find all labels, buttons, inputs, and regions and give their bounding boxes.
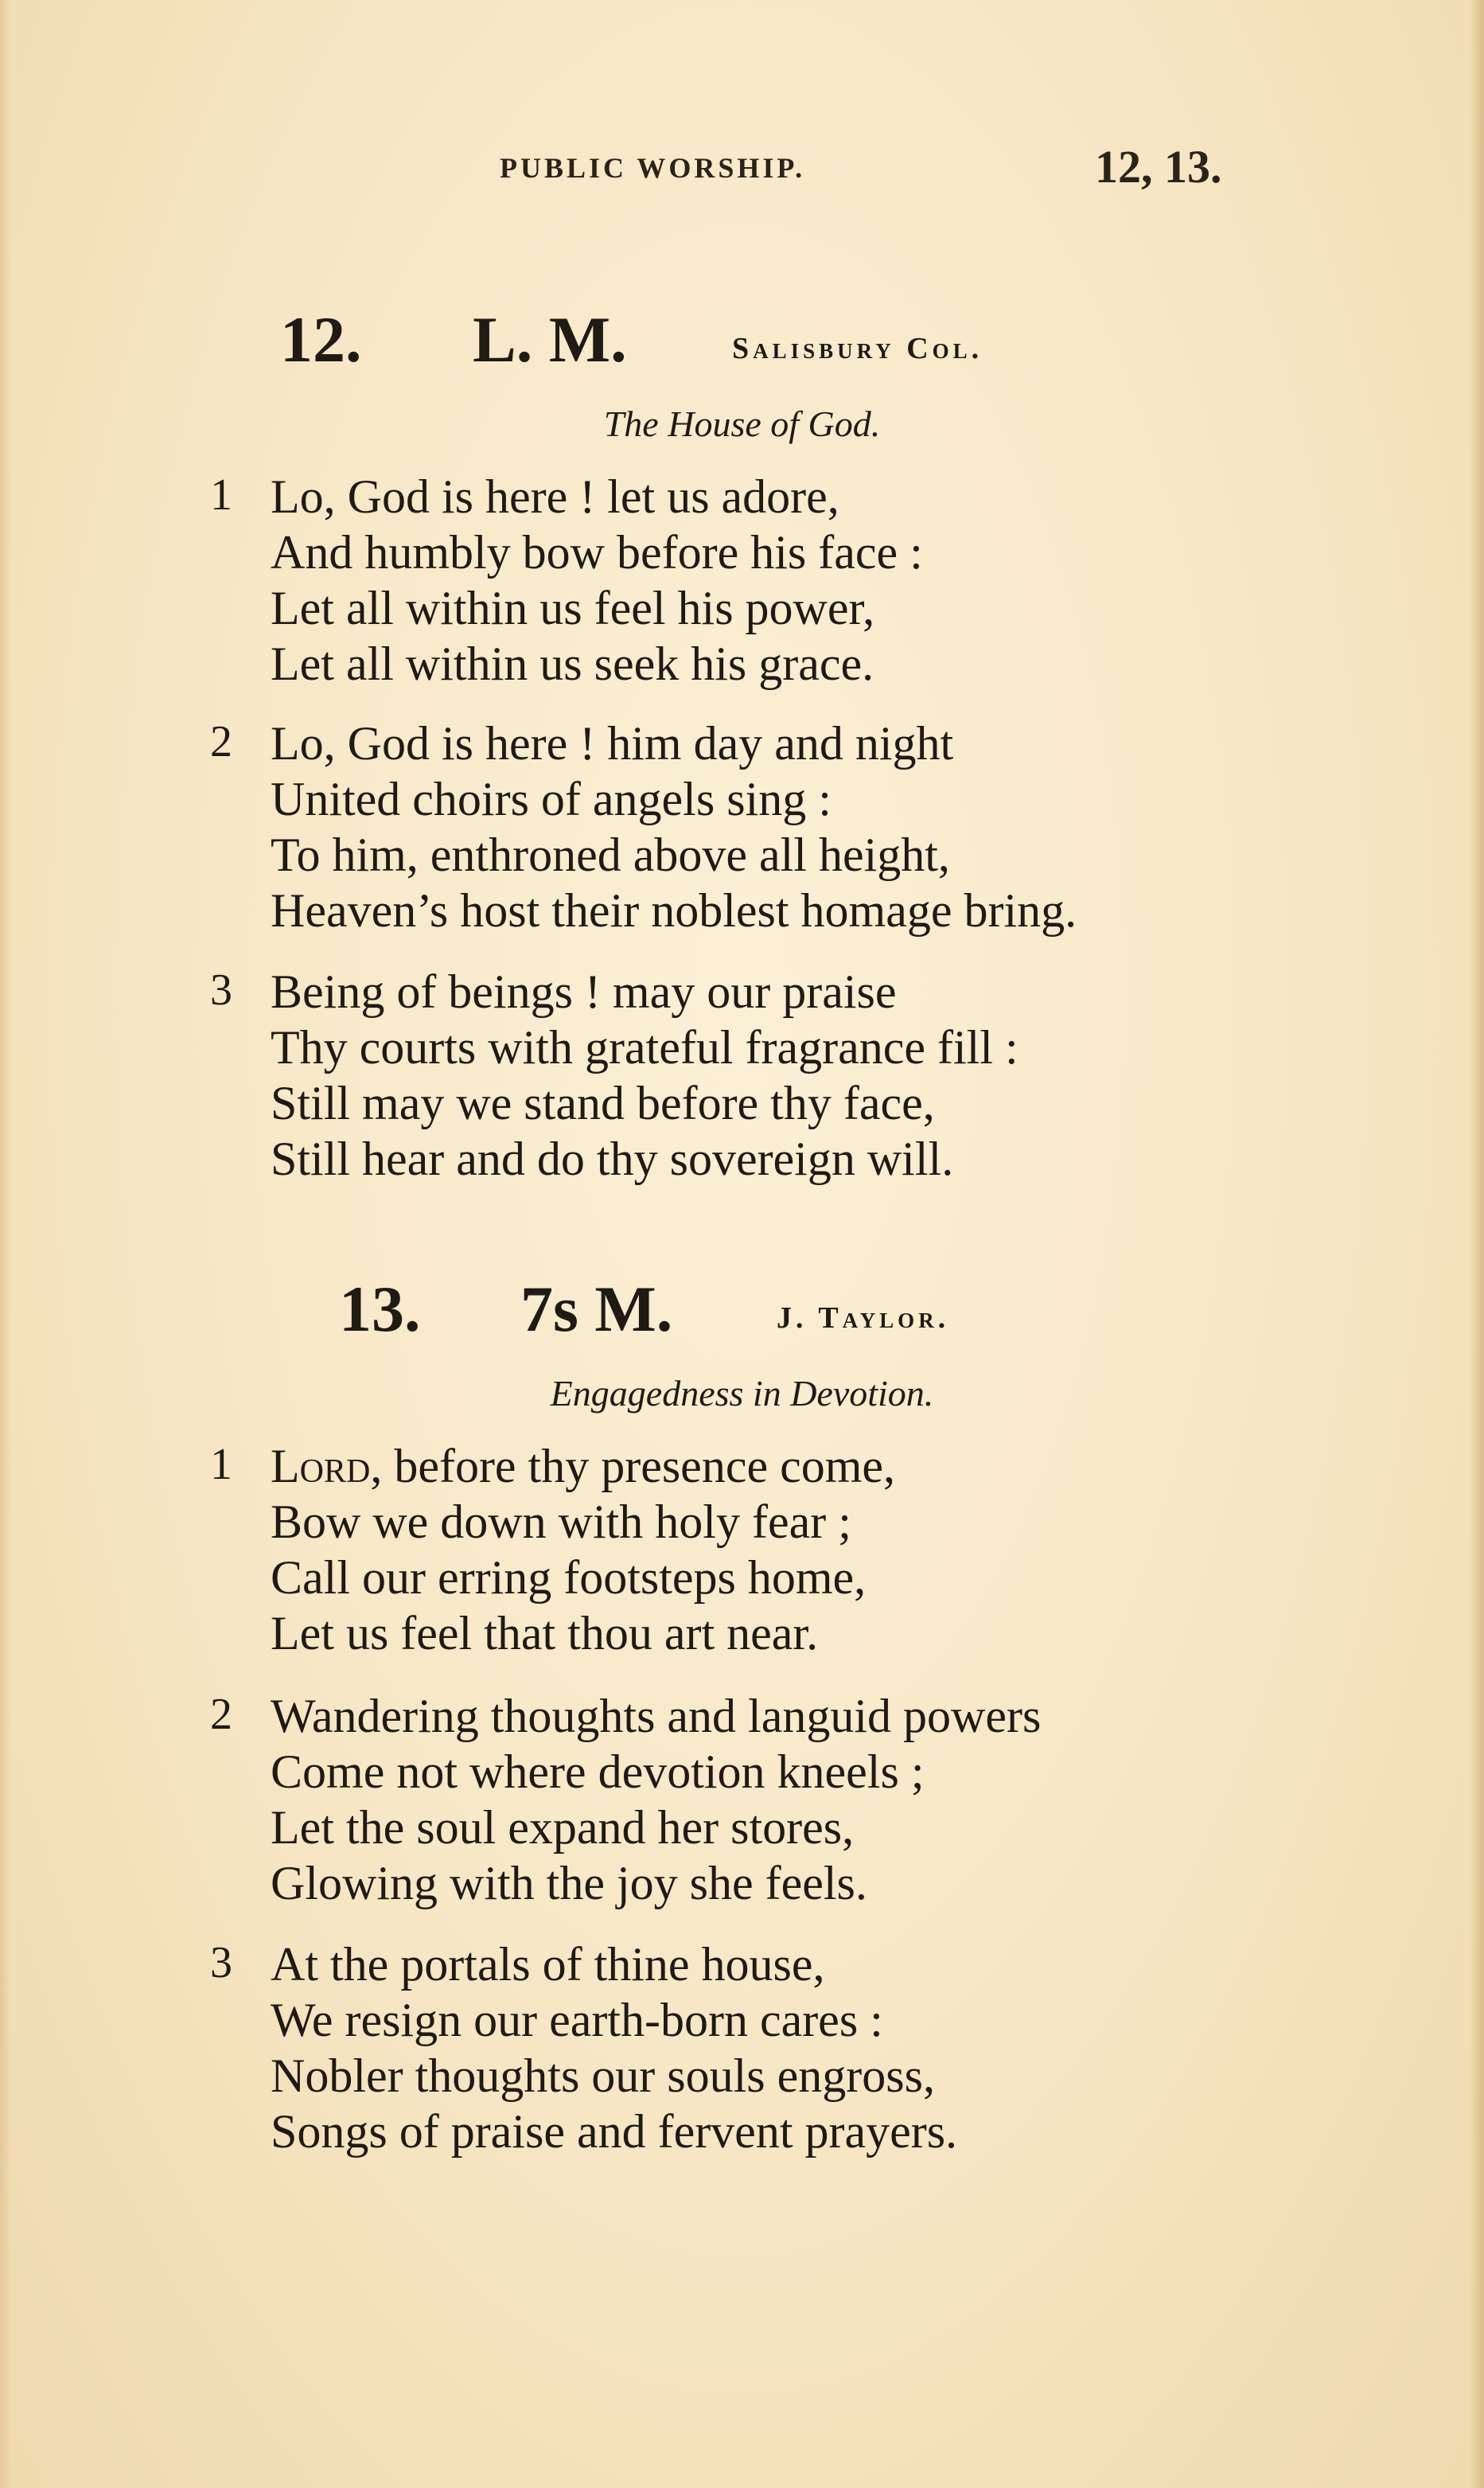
verse-line: Glowing with the joy she feels. (271, 1857, 867, 1909)
verse-line: Come not where devotion kneels ; (271, 1745, 925, 1798)
hymn-number: 13. (339, 1273, 421, 1345)
verse-first-word: Lord (271, 1440, 371, 1492)
verse-line-rest: , before thy presence come, (370, 1440, 896, 1492)
page-header (0, 141, 1484, 199)
page-numbers: 12, 13. (1095, 141, 1222, 193)
hymn-title: The House of God. (603, 404, 881, 444)
verse-line: Let us feel that thou art near. (271, 1607, 819, 1659)
verse-line: Thy courts with grateful fragrance fill : (271, 1021, 1019, 1074)
verse-line: Lo, God is here ! him day and night (271, 717, 954, 770)
hymn-meter: L. M. (473, 303, 627, 376)
verse-line: Heaven’s host their noblest homage bring. (271, 884, 1077, 937)
verse-line (271, 1439, 895, 1494)
running-head: PUBLIC WORSHIP. (500, 152, 806, 184)
verse-line: Let all within us seek his grace. (271, 638, 874, 690)
hymn-tune: Salisbury Col. (732, 332, 983, 365)
verse-line: Lo, God is here ! let us adore, (271, 470, 839, 523)
verse-line: To him, enthroned above all height, (271, 829, 950, 881)
verse-line: At the portals of thine house, (271, 1938, 825, 1991)
verse-number: 1 (210, 1440, 232, 1489)
verse-line: Still may we stand before thy face, (271, 1077, 935, 1129)
hymn-number: 12. (280, 303, 362, 376)
hymn-13-heading (0, 1272, 1484, 1343)
verse-line: Being of beings ! may our praise (271, 965, 897, 1018)
hymn-title: Engagedness in Devotion. (550, 1373, 934, 1414)
verse-line: United choirs of angels sing : (271, 773, 832, 825)
hymn-meter: 7s M. (520, 1273, 673, 1345)
verse-line: Still hear and do thy sovereign will. (271, 1133, 954, 1185)
hymn-tune: J. Taylor. (777, 1301, 950, 1335)
verse-number: 2 (210, 1690, 232, 1739)
verse-number: 3 (210, 1938, 232, 1987)
verse-line: Let the soul expand her stores, (271, 1801, 855, 1854)
hymn-12-heading (0, 302, 1484, 374)
verse-line: We resign our earth-born cares : (271, 1994, 883, 2046)
verse-number: 2 (210, 717, 232, 766)
verse-line: Nobler thoughts our souls engross, (271, 2049, 935, 2102)
verse-number: 3 (210, 965, 232, 1015)
verse-line: And humbly bow before his face : (271, 526, 923, 579)
verse-number: 1 (210, 470, 232, 520)
verse-line: Call our erring footsteps home, (271, 1551, 867, 1604)
verse-line: Songs of praise and fervent prayers. (271, 2105, 958, 2158)
verse-line: Let all within us feel his power, (271, 582, 875, 634)
verse-line: Wandering thoughts and languid powers (271, 1690, 1042, 1742)
verse-line: Bow we down with holy fear ; (271, 1496, 851, 1548)
